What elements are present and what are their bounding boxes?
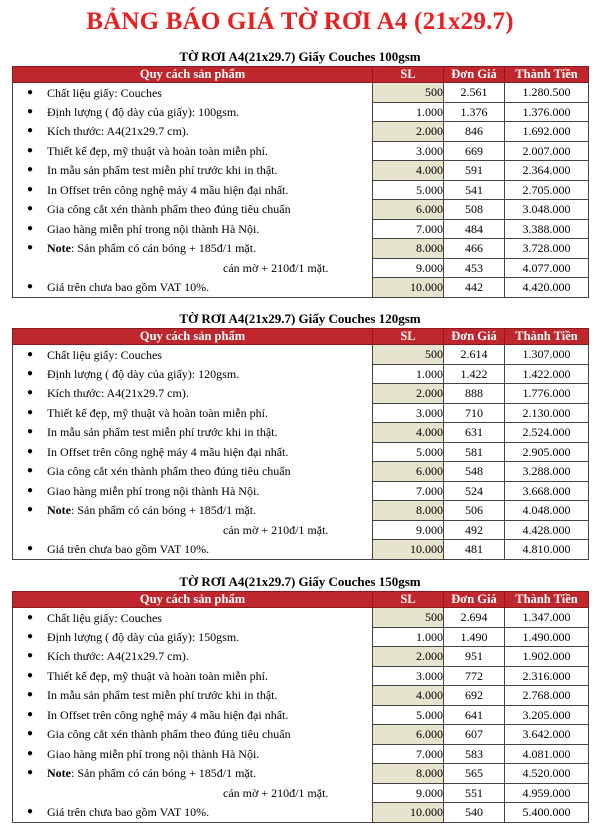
total-price-cell: 3.205.000 <box>505 705 589 725</box>
total-price-cell: 3.668.000 <box>505 481 589 501</box>
quantity-cell: 9.000 <box>373 520 444 540</box>
total-price-cell: 3.728.000 <box>505 239 589 259</box>
bullet-icon: ● <box>26 406 34 418</box>
unit-price-cell: 466 <box>444 239 505 259</box>
total-price-cell: 3.642.000 <box>505 725 589 745</box>
table-row <box>13 627 589 647</box>
spec-text: Định lượng ( độ dày của giấy): 150gsm. <box>47 629 240 644</box>
price-section <box>12 310 588 560</box>
unit-price-cell: 524 <box>444 481 505 501</box>
bullet-icon: ● <box>26 222 34 234</box>
unit-price-cell: 481 <box>444 540 505 560</box>
unit-price-cell: 581 <box>444 442 505 462</box>
price-table <box>12 66 589 298</box>
quantity-cell: 9.000 <box>373 783 444 803</box>
total-price-cell: 4.081.000 <box>505 744 589 764</box>
unit-price-cell: 1.490 <box>444 627 505 647</box>
unit-price-cell: 583 <box>444 744 505 764</box>
bullet-icon: ● <box>26 387 34 399</box>
bullet-icon: ● <box>26 445 34 457</box>
section-title: TỜ RƠI A4(21x29.7) Giấy Couches 120gsm <box>179 311 421 326</box>
spec-text: Giao hàng miễn phí trong nội thành Hà Nội. <box>47 746 260 761</box>
quantity-cell: 4.000 <box>373 686 444 706</box>
table-row <box>13 462 589 482</box>
header-thanh-tien: Thành Tiền <box>505 592 589 608</box>
spec-text: Kích thước: A4(21x29.7 cm). <box>47 124 189 139</box>
total-price-cell: 3.388.000 <box>505 219 589 239</box>
quantity-cell: 7.000 <box>373 219 444 239</box>
table-row <box>13 686 589 706</box>
spec-text: Giá trên chưa bao gồm VAT 10%. <box>47 280 210 294</box>
unit-price-cell: 888 <box>444 384 505 404</box>
unit-price-cell: 2.561 <box>444 83 505 103</box>
spec-text: Kích thước: A4(21x29.7 cm). <box>47 649 189 664</box>
bullet-icon: ● <box>26 203 34 215</box>
unit-price-cell: 591 <box>444 161 505 181</box>
total-price-cell: 4.420.000 <box>505 278 589 298</box>
spec-text: In mẫu sản phẩm test miễn phí trước khi in thật. <box>47 163 278 178</box>
header-don-gia: Đơn Giá <box>444 592 505 608</box>
bullet-icon: ● <box>26 242 34 254</box>
spec-cell <box>13 83 373 103</box>
table-row <box>13 200 589 220</box>
total-price-cell: 4.048.000 <box>505 501 589 521</box>
bullet-icon: ● <box>26 484 34 496</box>
quantity-cell: 5.000 <box>373 705 444 725</box>
section-title: TỜ RƠI A4(21x29.7) Giấy Couches 150gsm <box>179 574 421 589</box>
price-table <box>12 328 589 560</box>
table-row <box>13 102 589 122</box>
spec-cell <box>13 481 373 501</box>
table-row <box>13 803 589 823</box>
table-row <box>13 239 589 259</box>
total-price-cell: 2.007.000 <box>505 141 589 161</box>
unit-price-cell: 442 <box>444 278 505 298</box>
unit-price-cell: 551 <box>444 783 505 803</box>
spec-cell <box>13 520 373 540</box>
quantity-cell: 8.000 <box>373 501 444 521</box>
header-thanh-tien: Thành Tiền <box>505 329 589 345</box>
spec-cell <box>13 200 373 220</box>
bullet-icon: ● <box>26 281 34 292</box>
quantity-cell: 9.000 <box>373 258 444 278</box>
spec-cell <box>13 666 373 686</box>
spec-cell <box>13 403 373 423</box>
table-row <box>13 725 589 745</box>
spec-cell <box>13 540 373 560</box>
page-title: BẢNG BÁO GIÁ TỜ RƠI A4 (21x29.7) <box>86 8 514 35</box>
spec-text: cán mờ + 210đ/1 mặt. <box>223 522 329 537</box>
total-price-cell: 4.810.000 <box>505 540 589 560</box>
quantity-cell: 5.000 <box>373 442 444 462</box>
table-row <box>13 520 589 540</box>
spec-text: Chất liệu giấy: Couches <box>47 85 162 100</box>
quantity-cell: 10.000 <box>373 803 444 823</box>
spec-text: cán mờ + 210đ/1 mặt. <box>223 260 329 275</box>
quantity-cell: 7.000 <box>373 744 444 764</box>
header-don-gia: Đơn Giá <box>444 67 505 83</box>
quantity-cell: 8.000 <box>373 764 444 784</box>
spec-cell <box>13 783 373 803</box>
bullet-icon: ● <box>26 747 34 759</box>
quantity-cell: 6.000 <box>373 462 444 482</box>
spec-cell <box>13 764 373 784</box>
unit-price-cell: 692 <box>444 686 505 706</box>
table-row <box>13 278 589 298</box>
spec-cell <box>13 442 373 462</box>
unit-price-cell: 631 <box>444 423 505 443</box>
bullet-icon: ● <box>26 806 34 817</box>
quantity-cell: 3.000 <box>373 403 444 423</box>
spec-cell <box>13 608 373 628</box>
spec-text: Gia công cắt xén thành phẩm theo đúng tiêu chuẩn <box>47 202 291 217</box>
table-row <box>13 783 589 803</box>
spec-cell <box>13 384 373 404</box>
total-price-cell: 1.307.000 <box>505 345 589 365</box>
unit-price-cell: 669 <box>444 141 505 161</box>
table-row <box>13 403 589 423</box>
quantity-cell: 6.000 <box>373 200 444 220</box>
unit-price-cell: 565 <box>444 764 505 784</box>
total-price-cell: 1.347.000 <box>505 608 589 628</box>
header-don-gia: Đơn Giá <box>444 329 505 345</box>
bullet-icon: ● <box>26 164 34 176</box>
bullet-icon: ● <box>26 426 34 438</box>
total-price-cell: 4.520.000 <box>505 764 589 784</box>
header-spec: Quy cách sản phẩm <box>13 67 373 83</box>
spec-text: In mẫu sản phẩm test miễn phí trước khi in thật. <box>47 425 278 440</box>
total-price-cell: 4.077.000 <box>505 258 589 278</box>
quantity-cell: 8.000 <box>373 239 444 259</box>
total-price-cell: 2.316.000 <box>505 666 589 686</box>
table-row <box>13 258 589 278</box>
spec-text: Định lượng ( độ dày của giấy): 100gsm. <box>47 104 240 119</box>
spec-text: Giao hàng miễn phí trong nội thành Hà Nội. <box>47 221 260 236</box>
unit-price-cell: 607 <box>444 725 505 745</box>
price-section <box>12 573 588 823</box>
spec-cell <box>13 180 373 200</box>
unit-price-cell: 548 <box>444 462 505 482</box>
bullet-icon: ● <box>26 183 34 195</box>
spec-text: : Sản phẩm có cán bóng + 185đ/1 mặt. <box>71 766 257 781</box>
total-price-cell: 3.288.000 <box>505 462 589 482</box>
bullet-icon: ● <box>26 708 34 720</box>
bullet-icon: ● <box>26 367 34 379</box>
table-row <box>13 705 589 725</box>
table-row <box>13 647 589 667</box>
spec-cell <box>13 423 373 443</box>
table-row <box>13 180 589 200</box>
spec-text: Thiết kế đẹp, mỹ thuật và hoàn toàn miễn phí. <box>47 405 268 420</box>
quantity-cell: 3.000 <box>373 141 444 161</box>
spec-text: Thiết kế đẹp, mỹ thuật và hoàn toàn miễn phí. <box>47 668 268 683</box>
price-table <box>12 591 589 823</box>
bullet-icon: ● <box>26 728 34 740</box>
bullet-icon: ● <box>26 125 34 137</box>
table-row <box>13 384 589 404</box>
price-section <box>12 48 588 298</box>
unit-price-cell: 1.376 <box>444 102 505 122</box>
table-row <box>13 608 589 628</box>
table-row <box>13 501 589 521</box>
total-price-cell: 4.959.000 <box>505 783 589 803</box>
spec-cell <box>13 122 373 142</box>
bullet-icon: ● <box>26 669 34 681</box>
unit-price-cell: 508 <box>444 200 505 220</box>
quantity-cell: 500 <box>373 608 444 628</box>
table-row <box>13 364 589 384</box>
header-sl: SL <box>373 329 444 345</box>
unit-price-cell: 506 <box>444 501 505 521</box>
spec-text: Giao hàng miễn phí trong nội thành Hà Nội. <box>47 483 260 498</box>
quantity-cell: 500 <box>373 345 444 365</box>
header-sl: SL <box>373 592 444 608</box>
quantity-cell: 4.000 <box>373 423 444 443</box>
quantity-cell: 3.000 <box>373 666 444 686</box>
bullet-icon: ● <box>26 630 34 642</box>
unit-price-cell: 2.694 <box>444 608 505 628</box>
spec-cell <box>13 647 373 667</box>
total-price-cell: 2.130.000 <box>505 403 589 423</box>
bullet-icon: ● <box>26 144 34 156</box>
quantity-cell: 500 <box>373 83 444 103</box>
quantity-cell: 2.000 <box>373 384 444 404</box>
spec-cell <box>13 161 373 181</box>
quantity-cell: 5.000 <box>373 180 444 200</box>
total-price-cell: 1.490.000 <box>505 627 589 647</box>
total-price-cell: 1.902.000 <box>505 647 589 667</box>
spec-cell <box>13 462 373 482</box>
spec-cell <box>13 141 373 161</box>
spec-text: : Sản phẩm có cán bóng + 185đ/1 mặt. <box>71 241 257 256</box>
table-row <box>13 219 589 239</box>
spec-text: Gia công cắt xén thành phẩm theo đúng tiêu chuẩn <box>47 464 291 479</box>
table-row <box>13 161 589 181</box>
spec-text: cán mờ + 210đ/1 mặt. <box>223 785 329 800</box>
spec-cell <box>13 501 373 521</box>
total-price-cell: 5.400.000 <box>505 803 589 823</box>
spec-cell <box>13 219 373 239</box>
quantity-cell: 1.000 <box>373 102 444 122</box>
bullet-icon: ● <box>26 767 34 779</box>
unit-price-cell: 484 <box>444 219 505 239</box>
spec-cell <box>13 686 373 706</box>
header-spec: Quy cách sản phẩm <box>13 592 373 608</box>
spec-text: Gia công cắt xén thành phẩm theo đúng tiêu chuẩn <box>47 727 291 742</box>
section-title: TỜ RƠI A4(21x29.7) Giấy Couches 100gsm <box>179 49 421 64</box>
spec-text: : Sản phẩm có cán bóng + 185đ/1 mặt. <box>71 503 257 518</box>
total-price-cell: 1.376.000 <box>505 102 589 122</box>
table-row <box>13 141 589 161</box>
table-row <box>13 540 589 560</box>
bullet-icon: ● <box>26 105 34 117</box>
quantity-cell: 10.000 <box>373 540 444 560</box>
header-sl: SL <box>373 67 444 83</box>
spec-text: Chất liệu giấy: Couches <box>47 347 162 362</box>
unit-price-cell: 2.614 <box>444 345 505 365</box>
total-price-cell: 4.428.000 <box>505 520 589 540</box>
total-price-cell: 1.422.000 <box>505 364 589 384</box>
bullet-icon: ● <box>26 543 34 554</box>
quantity-cell: 6.000 <box>373 725 444 745</box>
spec-text: In Offset trên công nghệ máy 4 mầu hiện đại nhất. <box>47 444 289 459</box>
unit-price-cell: 710 <box>444 403 505 423</box>
quantity-cell: 10.000 <box>373 278 444 298</box>
bullet-icon: ● <box>26 348 34 360</box>
header-spec: Quy cách sản phẩm <box>13 329 373 345</box>
spec-cell <box>13 258 373 278</box>
bullet-icon: ● <box>26 465 34 477</box>
spec-text: In Offset trên công nghệ máy 4 mầu hiện đại nhất. <box>47 707 289 722</box>
spec-text: In Offset trên công nghệ máy 4 mầu hiện đại nhất. <box>47 182 289 197</box>
table-row <box>13 122 589 142</box>
total-price-cell: 2.364.000 <box>505 161 589 181</box>
quantity-cell: 2.000 <box>373 647 444 667</box>
spec-text: Kích thước: A4(21x29.7 cm). <box>47 386 189 401</box>
spec-cell <box>13 278 373 298</box>
quantity-cell: 4.000 <box>373 161 444 181</box>
spec-cell <box>13 364 373 384</box>
unit-price-cell: 453 <box>444 258 505 278</box>
quantity-cell: 1.000 <box>373 364 444 384</box>
table-row <box>13 764 589 784</box>
spec-text: Định lượng ( độ dày của giấy): 120gsm. <box>47 366 240 381</box>
header-thanh-tien: Thành Tiền <box>505 67 589 83</box>
total-price-cell: 1.692.000 <box>505 122 589 142</box>
total-price-cell: 2.524.000 <box>505 423 589 443</box>
unit-price-cell: 772 <box>444 666 505 686</box>
spec-cell <box>13 102 373 122</box>
note-label: Note <box>47 766 71 781</box>
spec-cell <box>13 744 373 764</box>
table-row <box>13 442 589 462</box>
bullet-icon: ● <box>26 611 34 623</box>
unit-price-cell: 846 <box>444 122 505 142</box>
spec-cell <box>13 239 373 259</box>
unit-price-cell: 641 <box>444 705 505 725</box>
bullet-icon: ● <box>26 689 34 701</box>
bullet-icon: ● <box>26 650 34 662</box>
unit-price-cell: 540 <box>444 803 505 823</box>
unit-price-cell: 492 <box>444 520 505 540</box>
total-price-cell: 1.280.500 <box>505 83 589 103</box>
spec-cell <box>13 627 373 647</box>
table-row <box>13 345 589 365</box>
total-price-cell: 2.705.000 <box>505 180 589 200</box>
table-row <box>13 481 589 501</box>
quantity-cell: 7.000 <box>373 481 444 501</box>
quantity-cell: 1.000 <box>373 627 444 647</box>
bullet-icon: ● <box>26 504 34 516</box>
spec-text: In mẫu sản phẩm test miễn phí trước khi in thật. <box>47 688 278 703</box>
spec-cell <box>13 803 373 823</box>
spec-cell <box>13 725 373 745</box>
total-price-cell: 2.768.000 <box>505 686 589 706</box>
unit-price-cell: 1.422 <box>444 364 505 384</box>
spec-text: Giá trên chưa bao gồm VAT 10%. <box>47 805 210 819</box>
total-price-cell: 2.905.000 <box>505 442 589 462</box>
note-label: Note <box>47 503 71 518</box>
spec-text: Chất liệu giấy: Couches <box>47 610 162 625</box>
bullet-icon: ● <box>26 86 34 98</box>
spec-text: Thiết kế đẹp, mỹ thuật và hoàn toàn miễn phí. <box>47 143 268 158</box>
table-row <box>13 744 589 764</box>
quantity-cell: 2.000 <box>373 122 444 142</box>
note-label: Note <box>47 241 71 256</box>
spec-cell <box>13 345 373 365</box>
table-row <box>13 83 589 103</box>
table-row <box>13 666 589 686</box>
spec-text: Giá trên chưa bao gồm VAT 10%. <box>47 542 210 556</box>
total-price-cell: 1.776.000 <box>505 384 589 404</box>
table-row <box>13 423 589 443</box>
spec-cell <box>13 705 373 725</box>
total-price-cell: 3.048.000 <box>505 200 589 220</box>
unit-price-cell: 541 <box>444 180 505 200</box>
unit-price-cell: 951 <box>444 647 505 667</box>
